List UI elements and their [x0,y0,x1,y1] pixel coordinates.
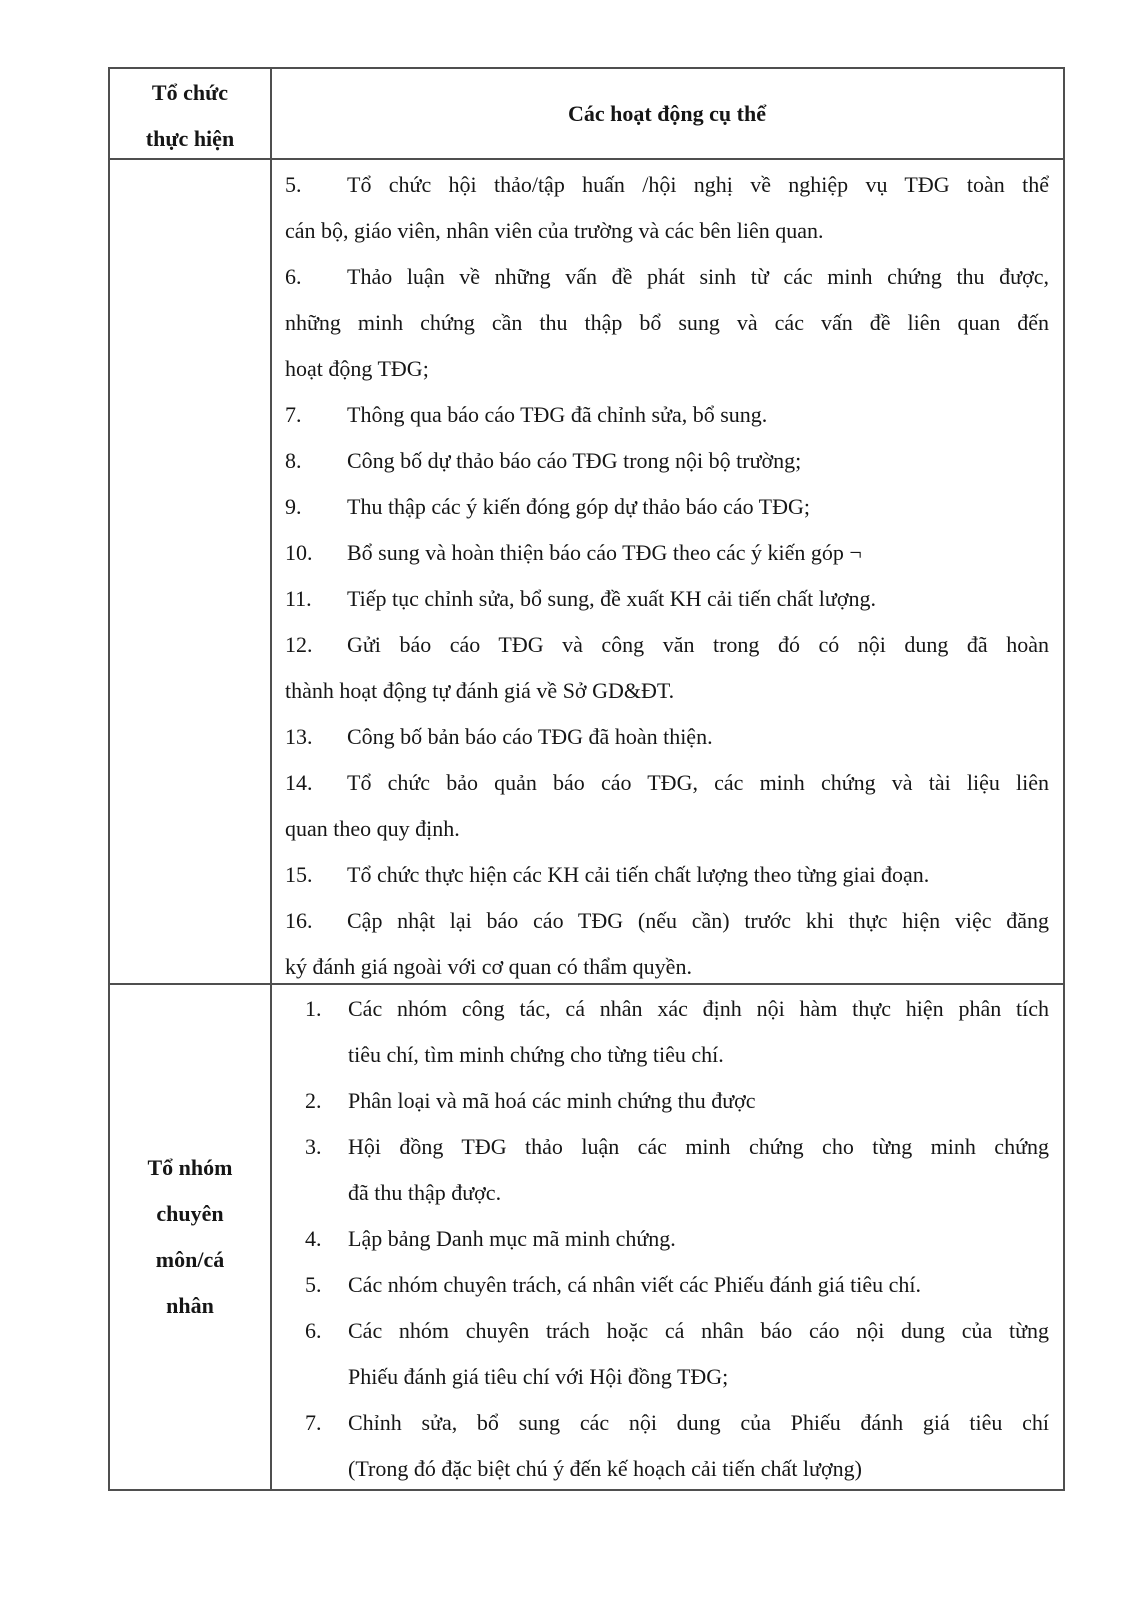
item-line: 14. Tổ chức bảo quản báo cáo TĐG, các minh chứng và tài liệu liên [285,760,1049,806]
org-cell-line: Tổ nhóm [147,1155,233,1180]
activities-cell [272,160,1063,983]
activities-column-header: Các hoạt động cụ thể [567,100,766,126]
item-line: 1. Các nhóm công tác, cá nhân xác định nội hàm thực hiện phân tích [348,986,1049,1032]
item-line: thành hoạt động tự đánh giá về Sở GD&ĐT. [285,678,675,703]
org-cell-line: chuyên [156,1201,224,1226]
activity-item [285,986,1049,1078]
item-number: 10. [285,540,313,565]
item-number: 4. [305,1226,322,1251]
item-line: 6. Các nhóm chuyên trách hoặc cá nhân báo cáo nội dung của từng [348,1308,1049,1354]
item-line: hoạt động TĐG; [285,356,429,381]
item-line: 13. Công bố bản báo cáo TĐG đã hoàn thiện. [285,714,1049,760]
item-number: 11. [285,586,312,611]
item-number: 3. [305,1134,322,1159]
item-line: 9. Thu thập các ý kiến đóng góp dự thảo báo cáo TĐG; [285,484,1049,530]
table-row [110,158,1063,983]
item-line: (Trong đó đặc biệt chú ý đến kế hoạch cải tiến chất lượng) [348,1456,862,1481]
activity-item [285,576,1049,622]
org-cell-line: môn/cá [155,1247,225,1272]
activity-item [285,1308,1049,1400]
item-line: 15. Tổ chức thực hiện các KH cải tiến chất lượng theo từng giai đoạn. [285,852,1049,898]
org-cell-text [110,985,270,1489]
table-header-row [110,69,1063,158]
item-line: 10. Bổ sung và hoàn thiện báo cáo TĐG theo các ý kiến góp ¬ [285,530,1049,576]
item-line: 3. Hội đồng TĐG thảo luận các minh chứng cho từng minh chứng [348,1124,1049,1170]
item-line: tiêu chí, tìm minh chứng cho từng tiêu chí. [348,1042,724,1067]
item-number: 8. [285,448,302,473]
item-line: 5. Các nhóm chuyên trách, cá nhân viết các Phiếu đánh giá tiêu chí. [348,1262,1049,1308]
item-number: 13. [285,724,313,749]
item-line: 8. Công bố dự thảo báo cáo TĐG trong nội bộ trường; [285,438,1049,484]
item-number: 9. [285,494,302,519]
activity-item [285,760,1049,852]
item-line: 7. Chỉnh sửa, bổ sung các nội dung của Phiếu đánh giá tiêu chí [348,1400,1049,1446]
org-cell [110,160,272,983]
activity-item [285,898,1049,983]
activity-table [108,67,1065,1491]
org-header-line: Tổ chức [151,80,229,105]
item-line: 16. Cập nhật lại báo cáo TĐG (nếu cần) trước khi thực hiện việc đăng [285,898,1049,944]
item-line: 2. Phân loại và mã hoá các minh chứng thu được [348,1078,1049,1124]
activity-item [285,852,1049,898]
activity-item [285,162,1049,254]
item-number: 2. [305,1088,322,1113]
activity-item [285,392,1049,438]
activity-item [285,484,1049,530]
item-line: cán bộ, giáo viên, nhân viên của trường và các bên liên quan. [285,218,824,243]
activity-item [285,1216,1049,1262]
activity-item [285,714,1049,760]
item-line: 7. Thông qua báo cáo TĐG đã chỉnh sửa, bổ sung. [285,392,1049,438]
item-number: 14. [285,770,313,795]
item-line: 12. Gửi báo cáo TĐG và công văn trong đó có nội dung đã hoàn [285,622,1049,668]
activity-item [285,1124,1049,1216]
activity-item [285,530,1049,576]
item-number: 1. [305,996,322,1021]
item-number: 16. [285,908,313,933]
org-cell-line: nhân [166,1293,214,1318]
item-line: những minh chứng cần thu thập bổ sung và các vấn đề liên quan đến [285,310,1049,335]
item-line: 4. Lập bảng Danh mục mã minh chứng. [348,1216,1049,1262]
org-header-line: thực hiện [145,126,235,151]
activities-cell [272,985,1063,1489]
item-number: 15. [285,862,313,887]
item-line: đã thu thập được. [348,1180,502,1205]
item-line: 6. Thảo luận về những vấn đề phát sinh từ các minh chứng thu được, [285,254,1049,300]
item-number: 6. [305,1318,322,1343]
org-cell [110,985,272,1489]
item-number: 7. [305,1410,322,1435]
activity-item [285,438,1049,484]
item-line: Phiếu đánh giá tiêu chí với Hội đồng TĐG; [348,1364,729,1389]
table-row [110,983,1063,1489]
activity-item [285,1078,1049,1124]
item-line: ký đánh giá ngoài với cơ quan có thẩm quyền. [285,954,692,979]
item-line: 11. Tiếp tục chỉnh sửa, bổ sung, đề xuất KH cải tiến chất lượng. [285,576,1049,622]
item-number: 5. [305,1272,322,1297]
activity-item [285,1262,1049,1308]
item-number: 6. [285,264,302,289]
activity-item [285,254,1049,392]
activity-item [285,1400,1049,1489]
activity-item [285,622,1049,714]
item-number: 12. [285,632,313,657]
item-line: quan theo quy định. [285,816,460,841]
item-number: 5. [285,172,302,197]
org-column-header [110,69,272,158]
item-line: 5. Tổ chức hội thảo/tập huấn /hội nghị về nghiệp vụ TĐG toàn thể [285,162,1049,208]
item-number: 7. [285,402,302,427]
